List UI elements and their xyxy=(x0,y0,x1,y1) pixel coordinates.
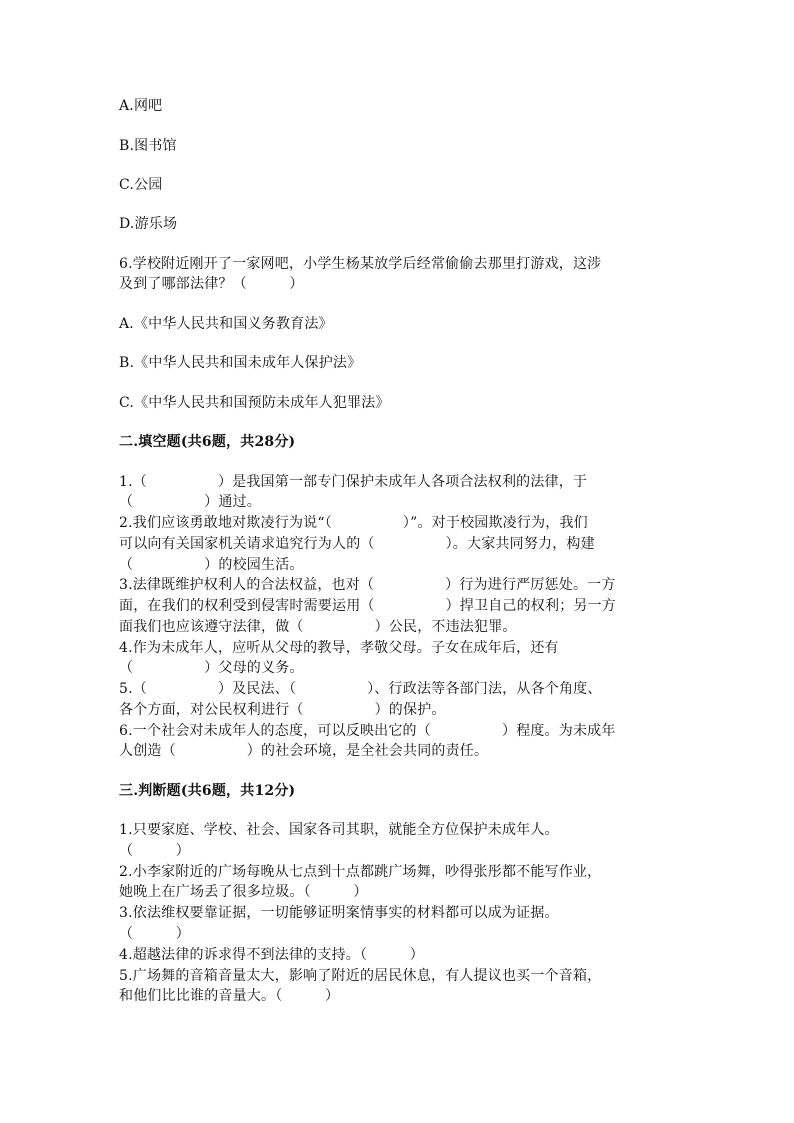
fill-line: （ ）通过。 xyxy=(119,494,261,510)
judge-line: 5.广场舞的音箱音量太大，影响了附近的居民休息，有人提议也买一个音箱， xyxy=(119,968,602,984)
fill-line: 5.（ ）及民法、（ ）、行政法等各部门法，从各个角度、 xyxy=(119,681,602,697)
q5-option-c: C.公园 xyxy=(119,177,163,193)
q5-option-d: D.游乐场 xyxy=(119,216,178,232)
section2-heading: 二.填空题(共6题，共28分) xyxy=(119,434,296,450)
judge-line: （ ） xyxy=(119,926,190,942)
judge-line: 1.只要家庭、学校、社会、国家各司其职，就能全方位保护未成年人。 xyxy=(119,822,559,838)
fill-line: 各个方面，对公民权利进行（ ）的保护。 xyxy=(119,702,446,718)
fill-line: 人创造（ ）的社会环境，是全社会共同的责任。 xyxy=(119,743,489,759)
fill-line: 1.（ ）是我国第一部专门保护未成年人各项合法权利的法律，于 xyxy=(119,474,588,490)
q6-option-a: A.《中华人民共和国义务教育法》 xyxy=(119,316,333,332)
fill-line: 2.我们应该勇敢地对欺凌行为说“（ ）”。对于校园欺凌行为，我们 xyxy=(119,515,588,531)
q6-option-b: B.《中华人民共和国未成年人保护法》 xyxy=(119,355,362,371)
judge-line: 3.依法维权要靠证据，一切能够证明案情事实的材料都可以成为证据。 xyxy=(119,905,559,921)
fill-line: 3.法律既维护权利人的合法权益，也对（ ）行为进行严厉惩处。一方 xyxy=(119,577,616,593)
judge-line: 和他们比比谁的音量大。（ ） xyxy=(119,988,340,1004)
fill-line: 面我们也应该遵守法律，做（ ）公民，不违法犯罪。 xyxy=(119,619,517,635)
fill-line: （ ）的校园生活。 xyxy=(119,557,304,573)
q5-option-a: A.网吧 xyxy=(119,98,163,114)
judge-line: 2.小李家附近的广场每晚从七点到十点都跳广场舞，吵得张彤都不能写作业， xyxy=(119,864,602,880)
section3-heading: 三.判断题(共6题，共12分) xyxy=(119,783,296,799)
judge-line: 4.超越法律的诉求得不到法律的支持。（ ） xyxy=(119,947,424,963)
judge-line: 她晚上在广场丢了很多垃圾。（ ） xyxy=(119,884,368,900)
fill-line: 4.作为未成年人，应听从父母的教导，孝敬父母。子女在成年后，还有 xyxy=(119,640,559,656)
judge-line: （ ） xyxy=(119,843,190,859)
fill-line: （ ）父母的义务。 xyxy=(119,660,304,676)
fill-line: 面，在我们的权利受到侵害时需要运用（ ）捍卫自己的权利；另一方 xyxy=(119,598,616,614)
q6-stem-line2: 及到了哪部法律？（ ） xyxy=(119,276,304,292)
q5-option-b: B.图书馆 xyxy=(119,138,177,154)
q6-stem-line1: 6.学校附近刚开了一家网吧，小学生杨某放学后经常偷偷去那里打游戏，这涉 xyxy=(119,256,602,272)
fill-line: 可以向有关国家机关请求追究行为人的（ ）。大家共同努力，构建 xyxy=(119,536,595,552)
fill-line: 6.一个社会对未成年人的态度，可以反映出它的（ ）程度。为未成年 xyxy=(119,723,616,739)
q6-option-c: C.《中华人民共和国预防未成年人犯罪法》 xyxy=(119,395,390,411)
